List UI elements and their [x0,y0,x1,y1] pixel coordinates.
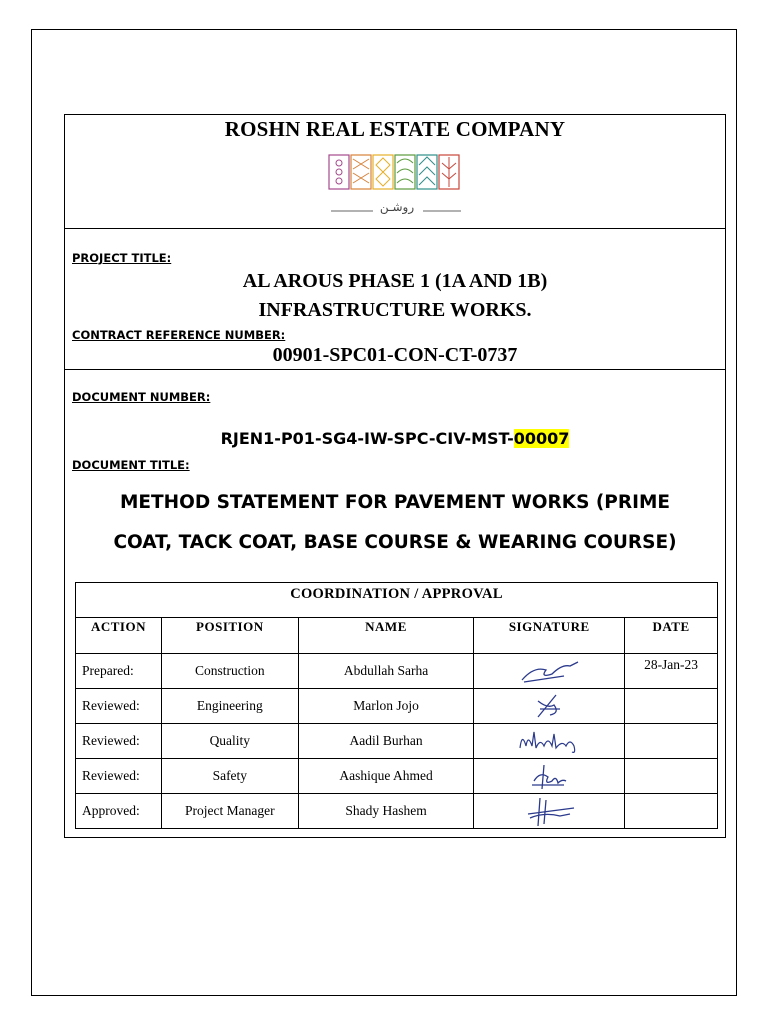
col-header-signature: SIGNATURE [474,618,625,654]
row-action: Prepared: [76,654,162,689]
document-title-label: DOCUMENT TITLE: [72,458,190,472]
row-name: Abdullah Sarha [298,654,474,689]
table-row [76,759,718,794]
roshn-logo [327,153,465,223]
table-row [76,689,718,724]
project-title-line1: AL AROUS PHASE 1 (1A AND 1B) [242,270,548,292]
row-signature [474,794,625,829]
col-header-name: NAME [298,618,474,654]
logo-wordmark: روشـن [379,200,415,214]
approval-caption-row [76,583,718,618]
approval-header-row [76,618,718,654]
col-header-date: DATE [625,618,718,654]
contract-reference-label: CONTRACT REFERENCE NUMBER: [72,328,286,342]
logo-pattern [329,155,459,189]
row-signature [474,759,625,794]
row-date [625,794,718,829]
row-action: Reviewed: [76,724,162,759]
handwritten-signature [504,796,594,826]
row-action: Reviewed: [76,689,162,724]
row-position: Safety [161,759,298,794]
header-divider [65,228,725,229]
project-title-line2: INFRASTRUCTURE WORKS. [258,299,532,321]
row-date: 28-Jan-23 [625,654,718,689]
row-name: Aashique Ahmed [298,759,474,794]
table-row [76,794,718,829]
document-number-highlighted-suffix: 00007 [513,429,570,448]
contract-reference-number: 00901-SPC01-CON-CT-0737 [272,344,518,366]
row-position: Construction [161,654,298,689]
handwritten-signature [504,761,594,791]
document-title-line2: COAT, TACK COAT, BASE COURSE & WEARING COURSE) [113,532,677,553]
row-date [625,759,718,794]
company-name: ROSHN REAL ESTATE COMPANY [224,117,566,141]
row-position: Quality [161,724,298,759]
project-title-label: PROJECT TITLE: [72,251,172,265]
row-signature [474,724,625,759]
row-signature [474,654,625,689]
col-header-position: POSITION [161,618,298,654]
row-signature [474,689,625,724]
handwritten-signature [504,656,594,686]
document-title-line1: METHOD STATEMENT FOR PAVEMENT WORKS (PRIME [119,492,671,513]
row-position: Engineering [161,689,298,724]
approval-table [75,582,718,829]
document-number [65,429,725,448]
col-header-action: ACTION [76,618,162,654]
row-date [625,689,718,724]
row-name: Shady Hashem [298,794,474,829]
handwritten-signature [504,691,594,721]
table-row [76,724,718,759]
row-position: Project Manager [161,794,298,829]
handwritten-signature [504,726,594,756]
row-date [625,724,718,759]
row-action: Reviewed: [76,759,162,794]
document-number-prefix: RJEN1-P01-SG4-IW-SPC-CIV-MST- [220,429,514,448]
document-number-label: DOCUMENT NUMBER: [72,390,211,404]
table-row [76,654,718,689]
row-name: Aadil Burhan [298,724,474,759]
approval-caption: COORDINATION / APPROVAL [76,583,718,618]
row-action: Approved: [76,794,162,829]
row-name: Marlon Jojo [298,689,474,724]
project-divider [65,369,725,370]
cover-title-block [64,114,726,838]
